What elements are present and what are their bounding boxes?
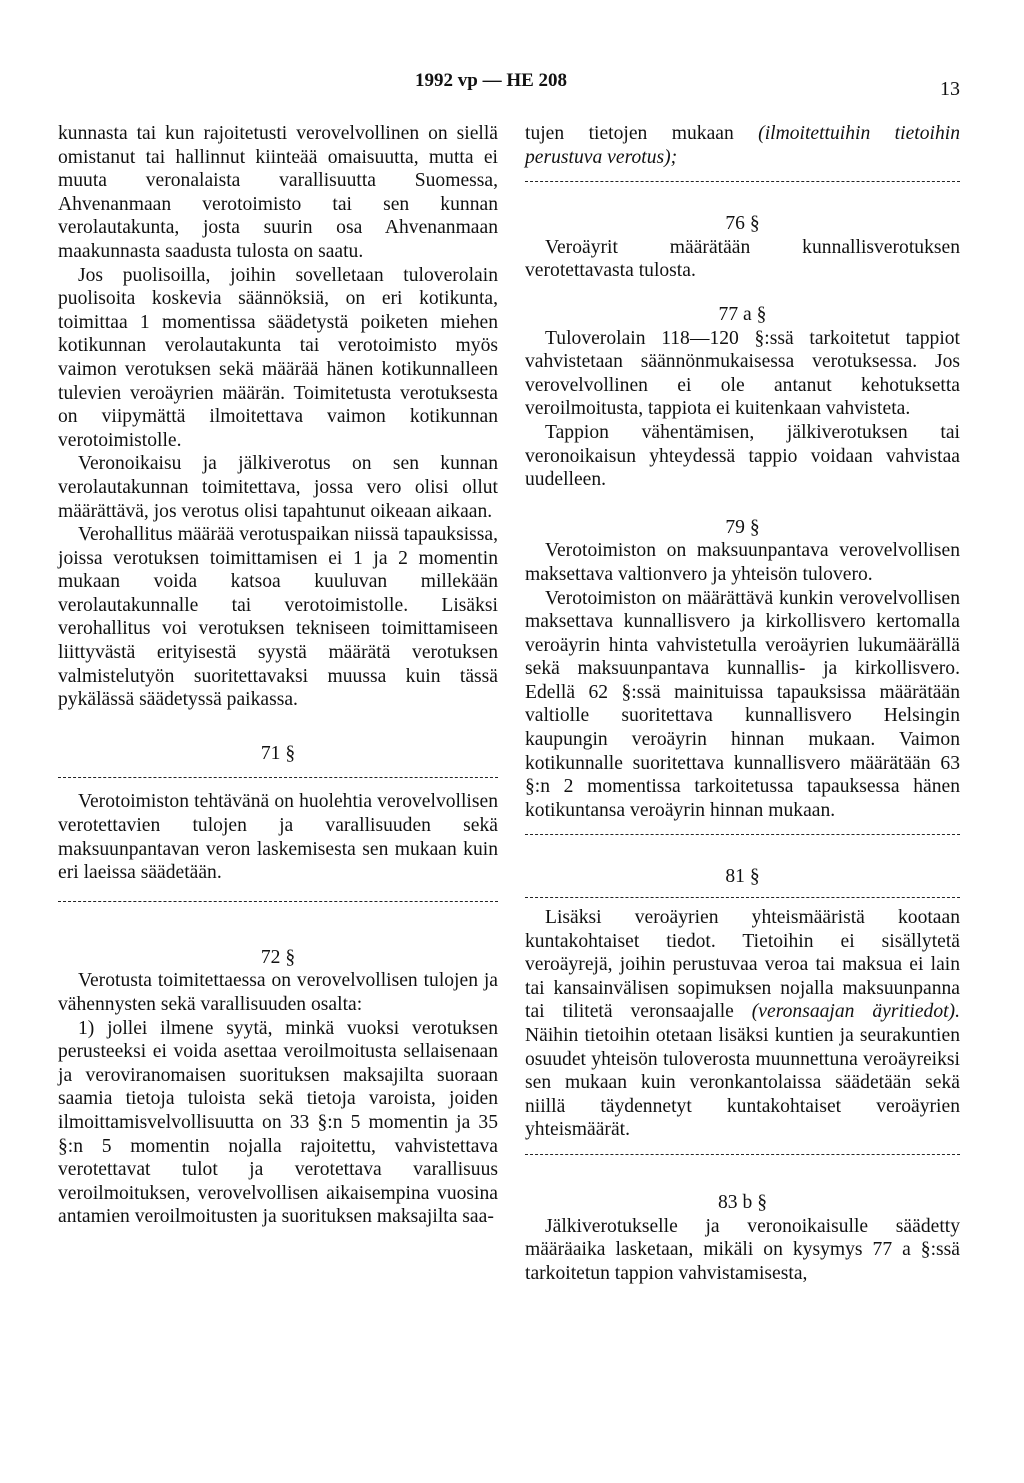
text-span: Näihin tietoihin otetaan lisäksi kuntien ja seurakuntien osuudet yhteisön tuloverosta muunnettuna veroäyreiksi sen mukaan kuin veronkantolaissa säädetään sekä niillä täydennetyt kuntakohtaiset veroäyrien yhteismäärät. (525, 1025, 960, 1141)
right-column (525, 122, 960, 1285)
section-heading-83b: 83 b § (718, 1191, 767, 1213)
paragraph: Veronoikaisu ja jälkiverotus on sen kunnan verolautakunnan toimitettava, jossa vero olisi ollut määrättävä, jos verotus olisi tapahtunut oikeaan aikaan. (58, 453, 498, 522)
paragraph: kunnasta tai kun rajoitetusti verovelvollinen on siellä omistanut tai hallinnut kiinteää omaisuutta, mutta ei muuta veronalaista varallisuutta Suomessa, Ahvenanmaan verotoimisto tai sen kunnan verolautakunta, josta suurin osa Ahvenanmaan maakunnasta saadusta tulosta on saatu. (58, 123, 498, 262)
paragraph: 1) jollei ilmene syytä, minkä vuoksi verotuksen perusteeksi ei voida asettaa veroilmoitusta sellaisenaan ja veroviranomaisen suorituksen maksajilta suoraan saamia tietoja tuloista sekä tietoja varoista, joiden ilmoittamisvelvollisuutta on 33 §:n 5 momentin ja 35 §:n 5 momentin nojalla rajoitettu, vahvistettava verotettavat tulot ja verotettava varallisuus veroilmoituksen, verovelvollisen aikaisempina vuosina antamien veroilmoitusten ja suorituksen maksajilta saa- (58, 1017, 498, 1228)
paragraph: Verohallitus määrää verotuspaikan niissä tapauksissa, joissa verotuksen toimittamisen ei 1 ja 2 momentin mukaan voida katsoa kuuluvan millekään verolautakunnalle tai verotoimistolle. Lisäksi verohallitus voi verotuksen tekniseen toimittamiseen liittyvästä erityisestä syystä määrätä verotuksen valmistelutyön suoritettavaksi muussa kuin tässä pykälässä säädetyssä paikassa. (58, 524, 498, 711)
paragraph: Verotoimiston on määrättävä kunkin verovelvollisen maksettava kunnallisvero ja kirkollisvero kertomalla veroäyrin hinta vahvistetulla veroäyrien lukumäärällä sekä maksuunpantava kunnallis- ja kirkollisvero. Edellä 62 §:ssä mainituissa tapauksissa määrätään valtiolle suoritettava kunnallisvero Helsingin kaupungin veroäyrin hinnan mukaan. Vaimon kotikunnalle suoritettava kunnallisvero määrätään 63 §:n 2 momentissa tarkoitetussa tapauksessa hänen kotikuntansa veroäyrin hinnan mukaan. (525, 587, 960, 821)
text-span: Lisäksi veroäyrien yhteismääristä kootaan kuntakohtaiset tiedot. Tietoihin ei sisällytetä veroäyrejä, joihin perustuvaa veroa tai maksua ei lain tai kansainvälisen sopimuksen nojalla maksuunpanna tai tilitetä veronsaajalle (525, 907, 960, 1023)
section-heading-72: 72 § (260, 946, 296, 968)
section-heading-71: 71 § (260, 742, 296, 764)
paragraph: Verotoimiston tehtävänä on huolehtia verovelvollisen verotettavien tulojen ja varallisuuden sekä maksuunpantavan veron laskemisesta sen mukaan kuin eri laeissa säädetään. (58, 791, 498, 884)
italic-term: (ilmoitettuihin tietoihin perustuva verotus); (525, 123, 960, 168)
paragraph: Verotusta toimitettaessa on verovelvollisen tulojen ja vähennysten sekä varallisuuden osalta: (58, 970, 498, 1015)
paragraph: Tappion vähentämisen, jälkiverotuksen tai veronoikaisun yhteydessä tappio voidaan vahvistaa uudelleen. (525, 421, 960, 491)
page-number: 13 (940, 78, 960, 100)
section-heading-81: 81 § (725, 866, 760, 888)
section-heading-79: 79 § (725, 516, 760, 538)
italic-term: (veronsaajan äyritiedot). (751, 1001, 960, 1023)
paragraph: Jälkiverotukselle ja veronoikaisulle säädetty määräaika lasketaan, mikäli on kysymys 77 a §:ssä tarkoitetun tappion vahvistamisesta, (525, 1215, 960, 1284)
section-heading-76: 76 § (725, 213, 760, 235)
paragraph (525, 122, 960, 169)
section-heading-77a: 77 a § (718, 303, 767, 325)
paragraph: Veroäyrit määrätään kunnallisverotuksen verotettavasta tulosta. (525, 236, 960, 282)
paragraph (525, 906, 960, 1142)
paragraph: Verotoimiston on maksuunpantava verovelvollisen maksettava valtionvero ja yhteisön tulovero. (525, 540, 960, 585)
left-column (58, 122, 498, 1229)
text-span: tujen tietojen mukaan (525, 123, 759, 144)
paragraph: Tuloverolain 118—120 §:ssä tarkoitetut tappiot vahvistetaan säännönmukaisessa verotuksessa. Jos verovelvollinen ei ole antanut kehotuksetta veroilmoitusta, tappiota ei kuitenkaan vahvisteta. (525, 327, 960, 420)
paragraph: Jos puolisoilla, joihin sovelletaan tuloverolain puolisoita koskevia säännöksiä, on eri kotikunta, toimittaa 1 momentissa säädetystä poiketen miehen kotikunnan verolautakunta tai verotoimisto myös vaimon verotuksen sekä määrää hänen kotikunnalleen tulevien veroäyrien määrän. Toimitetusta verotuksesta on viipymättä ilmoitettava vaimon kotikunnan verotoimistolle. (58, 264, 498, 451)
document-title: 1992 vp — HE 208 (415, 70, 568, 91)
